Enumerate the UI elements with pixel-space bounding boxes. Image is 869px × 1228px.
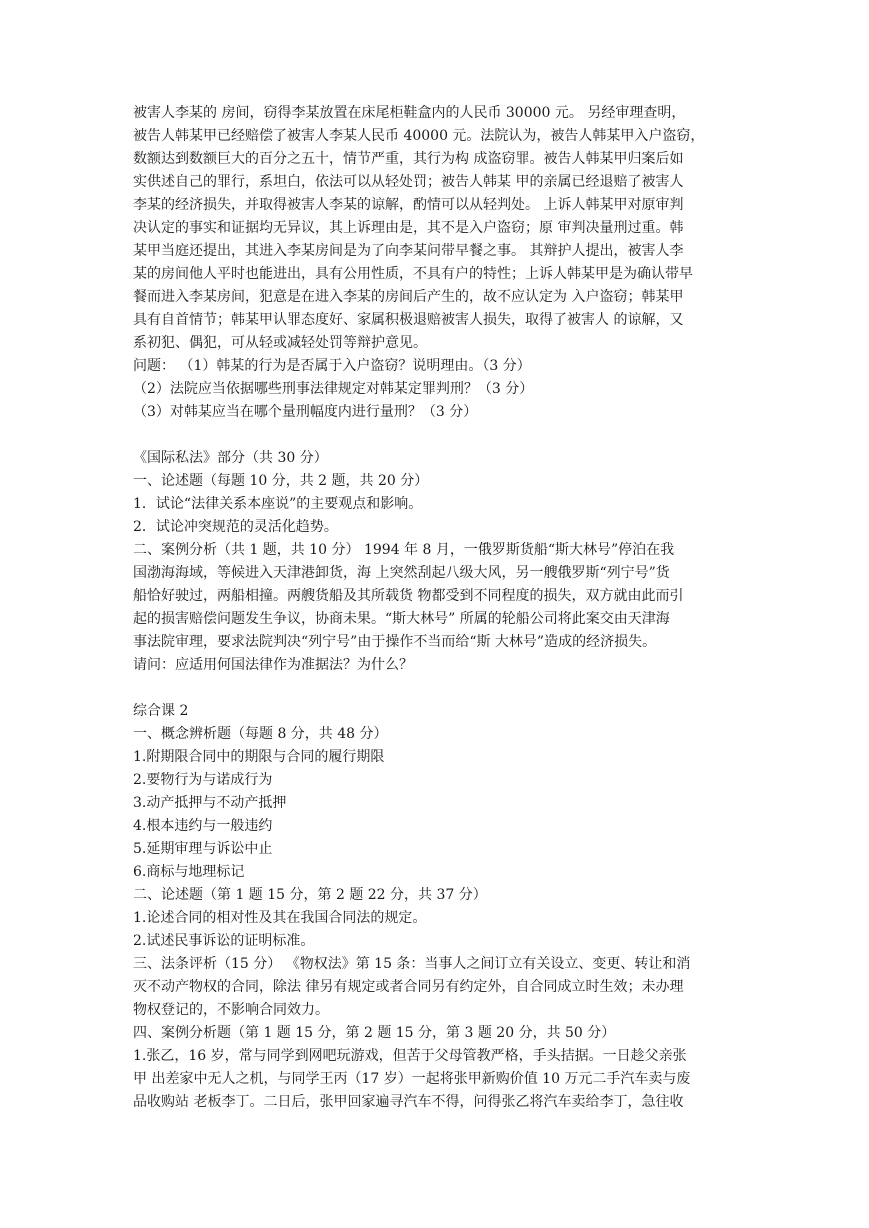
text-line: 被告人韩某甲已经赔偿了被害人李某人民币 40000 元。法院认为，被告人韩某甲入户盗窃， (133, 128, 705, 144)
list-item: 1.论述合同的相对性及其在我国合同法的规定。 (133, 910, 427, 926)
text-line: 餐而进入李某房间，犯意是在进入李某的房间后产生的，故不应认定为 入户盗窃；韩某甲 (133, 289, 684, 305)
question-line: 问题： （1）韩某的行为是否属于入户盗窃？说明理由。（3 分） (133, 358, 531, 374)
text-line: 实供述自己的罪行，系坦白，依法可以从轻处罚；被告人韩某 甲的亲属已经退赔了被害人 (133, 174, 684, 190)
question-line: 请问：应适用何国法律作为准据法？为什么？ (133, 657, 413, 673)
text-line: 三、法条评析（15 分） 《物权法》第 15 条：当事人之间订立有关设立、变更、转让和消 (133, 956, 691, 972)
text-line: 李某的经济损失，并取得被害人李某的谅解，酌情可以从轻判处。 上诉人韩某甲对原审判 (133, 197, 684, 213)
list-item: 1．试论“法律关系本座说”的主要观点和影响。 (133, 496, 423, 512)
section-subheading: 二、论述题（第 1 题 15 分，第 2 题 22 分，共 37 分） (133, 887, 487, 903)
question-line: （3）对韩某应当在哪个量刑幅度内进行量刑？（3 分） (133, 404, 478, 420)
text-line: 某甲当庭还提出，其进入李某房间是为了向李某问带早餐之事。 其辩护人提出，被害人李 (133, 243, 684, 259)
text-line: 二、案例分析（共 1 题，共 10 分） 1994 年 8 月，一俄罗斯货船“斯大林号”停泊在我 (133, 542, 675, 558)
section-subheading: 一、论述题（每题 10 分，共 2 题，共 20 分） (133, 473, 429, 489)
text-line: 系初犯、偶犯，可从轻或减轻处罚等辩护意见。 (133, 335, 427, 351)
text-line: 事法院审理，要求法院判决“列宁号”由于操作不当而给“斯 大林号”造成的经济损失。 (133, 634, 657, 650)
section-subheading: 一、概念辨析题（每题 8 分，共 48 分） (133, 726, 388, 742)
list-item: 2.要物行为与诺成行为 (133, 772, 273, 788)
section-subheading: 四、案例分析题（第 1 题 15 分，第 2 题 15 分，第 3 题 20 分，共 50 分） (133, 1025, 616, 1041)
list-item: 6.商标与地理标记 (133, 864, 245, 880)
list-item: 2.试述民事诉讼的证明标准。 (133, 933, 315, 949)
list-item: 1.附期限合同中的期限与合同的履行期限 (133, 749, 385, 765)
text-line: 1.张乙，16 岁，常与同学到网吧玩游戏，但苦于父母管教严格，手头拮据。一日趁父亲张 (133, 1048, 687, 1064)
text-line: 甲 出差家中无人之机，与同学王丙（17 岁）一起将张甲新购价值 10 万元二手汽车卖与废 (133, 1071, 691, 1087)
list-item: 3.动产抵押与不动产抵押 (133, 795, 287, 811)
question-line: （2）法院应当依据哪些刑事法律规定对韩某定罪判刑？（3 分） (133, 381, 534, 397)
section-heading: 综合课 2 (133, 703, 189, 719)
text-line: 起的损害赔偿问题发生争议，协商未果。“斯大林号” 所属的轮船公司将此案交由天津海 (133, 611, 670, 627)
blank-line (133, 677, 743, 699)
text-line: 国渤海海域，等候进入天津港卸货，海 上突然刮起八级大风，另一艘俄罗斯“列宁号”货 (133, 565, 670, 581)
text-line: 品收购站 老板李丁。二日后，张甲回家遍寻汽车不得，问得张乙将汽车卖给李丁，急往收 (133, 1094, 684, 1110)
text-line: 被害人李某的 房间，窃得李某放置在床尾柜鞋盒内的人民币 30000 元。 另经审理查明， (133, 105, 686, 121)
text-line: 物权登记的，不影响合同效力。 (133, 1002, 329, 1018)
blank-line (133, 424, 743, 446)
text-line: 某的房间他人平时也能进出，具有公用性质，不具有户的特性；上诉人韩某甲是为确认带早 (133, 266, 693, 282)
text-line: 数额达到数额巨大的百分之五十，情节严重，其行为构 成盗窃罪。被告人韩某甲归案后如 (133, 151, 684, 167)
list-item: 4.根本违约与一般违约 (133, 818, 273, 834)
text-line: 船恰好驶过，两船相撞。两艘货船及其所载货 物都受到不同程度的损失，双方就由此而引 (133, 588, 684, 604)
text-line: 灭不动产物权的合同，除法 律另有规定或者合同另有约定外，自合同成立时生效；未办理 (133, 979, 684, 995)
list-item: 5.延期审理与诉讼中止 (133, 841, 273, 857)
section-heading: 《国际私法》部分（共 30 分） (133, 450, 328, 466)
text-line: 决认定的事实和证据均无异议，其上诉理由是，其不是入户盗窃；原 审判决量刑过重。韩 (133, 220, 684, 236)
list-item: 2．试论冲突规范的灵活化趋势。 (133, 519, 338, 535)
text-line: 具有自首情节；韩某甲认罪态度好、家属积极退赔被害人损失，取得了被害人 的谅解，又 (133, 312, 684, 328)
